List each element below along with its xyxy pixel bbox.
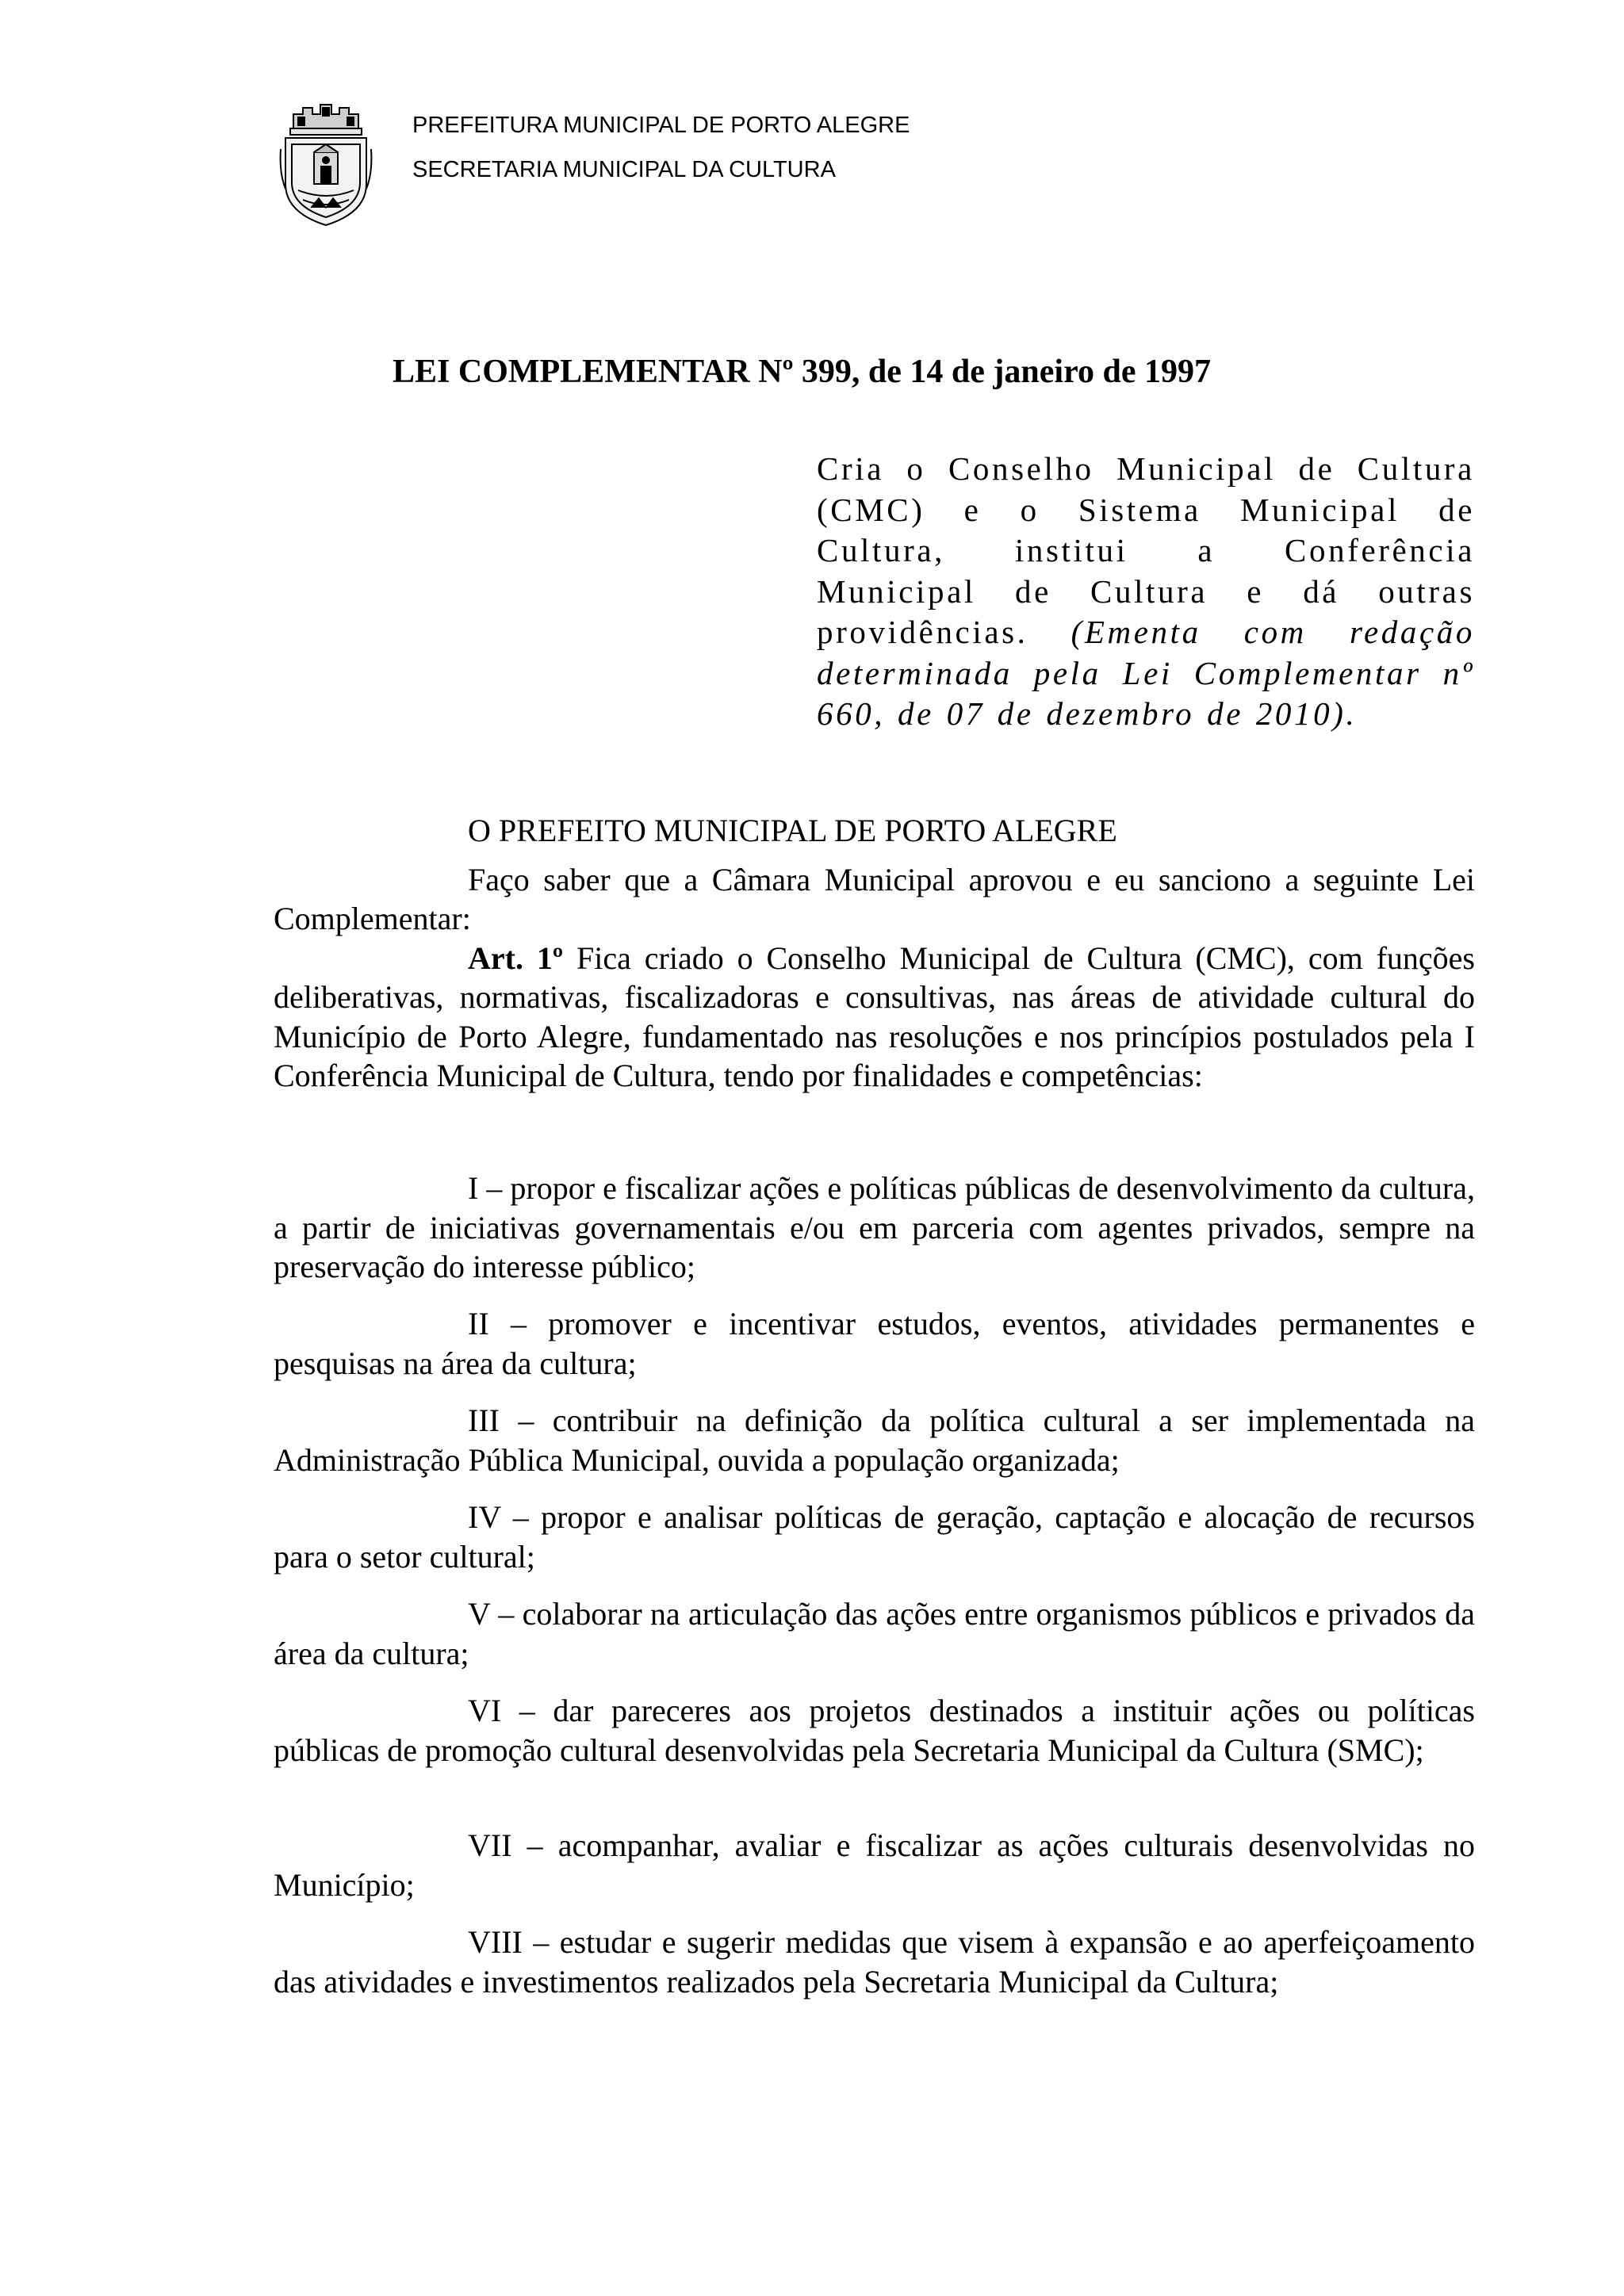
- coat-of-arms-icon: [279, 101, 373, 228]
- header-institution: PREFEITURA MUNICIPAL DE PORTO ALEGRE: [412, 113, 910, 138]
- mayor-heading: O PREFEITO MUNICIPAL DE PORTO ALEGRE: [468, 813, 1117, 848]
- law-title-text: LEI COMPLEMENTAR Nº 399, de 14 de janeiro de 1997: [393, 354, 1211, 390]
- article-1-paragraph: [274, 939, 1475, 1096]
- inciso-item: VIII – estudar e sugerir medidas que visem à expansão e ao aperfeiçoamento das atividades e investimentos realizados pela Secretaria Municipal da Cultura;: [274, 1924, 1475, 1999]
- header-department: SECRETARIA MUNICIPAL DA CULTURA: [412, 157, 836, 182]
- ementa-summary: [817, 449, 1475, 735]
- inciso-item: VII – acompanhar, avaliar e fiscalizar as ações culturais desenvolvidas no Município;: [274, 1827, 1475, 1903]
- mayor-heading-block: [274, 811, 1475, 1096]
- inciso-item: IV – propor e analisar políticas de geração, captação e alocação de recursos para o setor cultural;: [274, 1499, 1475, 1575]
- inciso-item: II – promover e incentivar estudos, eventos, atividades permanentes e pesquisas na área da cultura;: [274, 1306, 1475, 1381]
- ementa-note: (Ementa com redação determinada pela Lei Complementar nº 660, de 07 de dezembro de 2010).: [817, 614, 1475, 732]
- ementa-text: Cria o Conselho Municipal de Cultura (CMC) e o Sistema Municipal de Cultura, institui a Conferência Municipal de Cultura e dá outras providências.: [817, 450, 1475, 650]
- inciso-item: I – propor e fiscalizar ações e políticas públicas de desenvolvimento da cultura, a partir de iniciativas governamentais e/ou em parceria com agentes privados, sempre na preservação do interesse público;: [274, 1170, 1475, 1284]
- article-1-label: Art. 1º: [468, 939, 564, 976]
- inciso-item: III – contribuir na definição da política cultural a ser implementada na Administração Pública Municipal, ouvida a população organizada;: [274, 1402, 1475, 1478]
- article-1-text: Fica criado o Conselho Municipal de Cultura (CMC), com funções deliberativas, normativas, fiscalizadoras e consultivas, nas áreas de atividade cultural do Município de Porto Alegre, fundamentado nas resoluções e nos princípios postulados pela I Conferência Municipal de Cultura, tendo por finalidades e competências:: [274, 939, 1476, 1093]
- law-title: [0, 353, 1624, 391]
- intro-paragraph: Faço saber que a Câmara Municipal aprovou e eu sanciono a seguinte Lei Complementar:: [274, 861, 1475, 936]
- inciso-item: VI – dar pareceres aos projetos destinados a instituir ações ou políticas públicas de promoção cultural desenvolvidas pela Secretaria Municipal da Cultura (SMC);: [274, 1693, 1475, 1768]
- inciso-item: V – colaborar na articulação das ações entre organismos públicos e privados da área da cultura;: [274, 1596, 1475, 1671]
